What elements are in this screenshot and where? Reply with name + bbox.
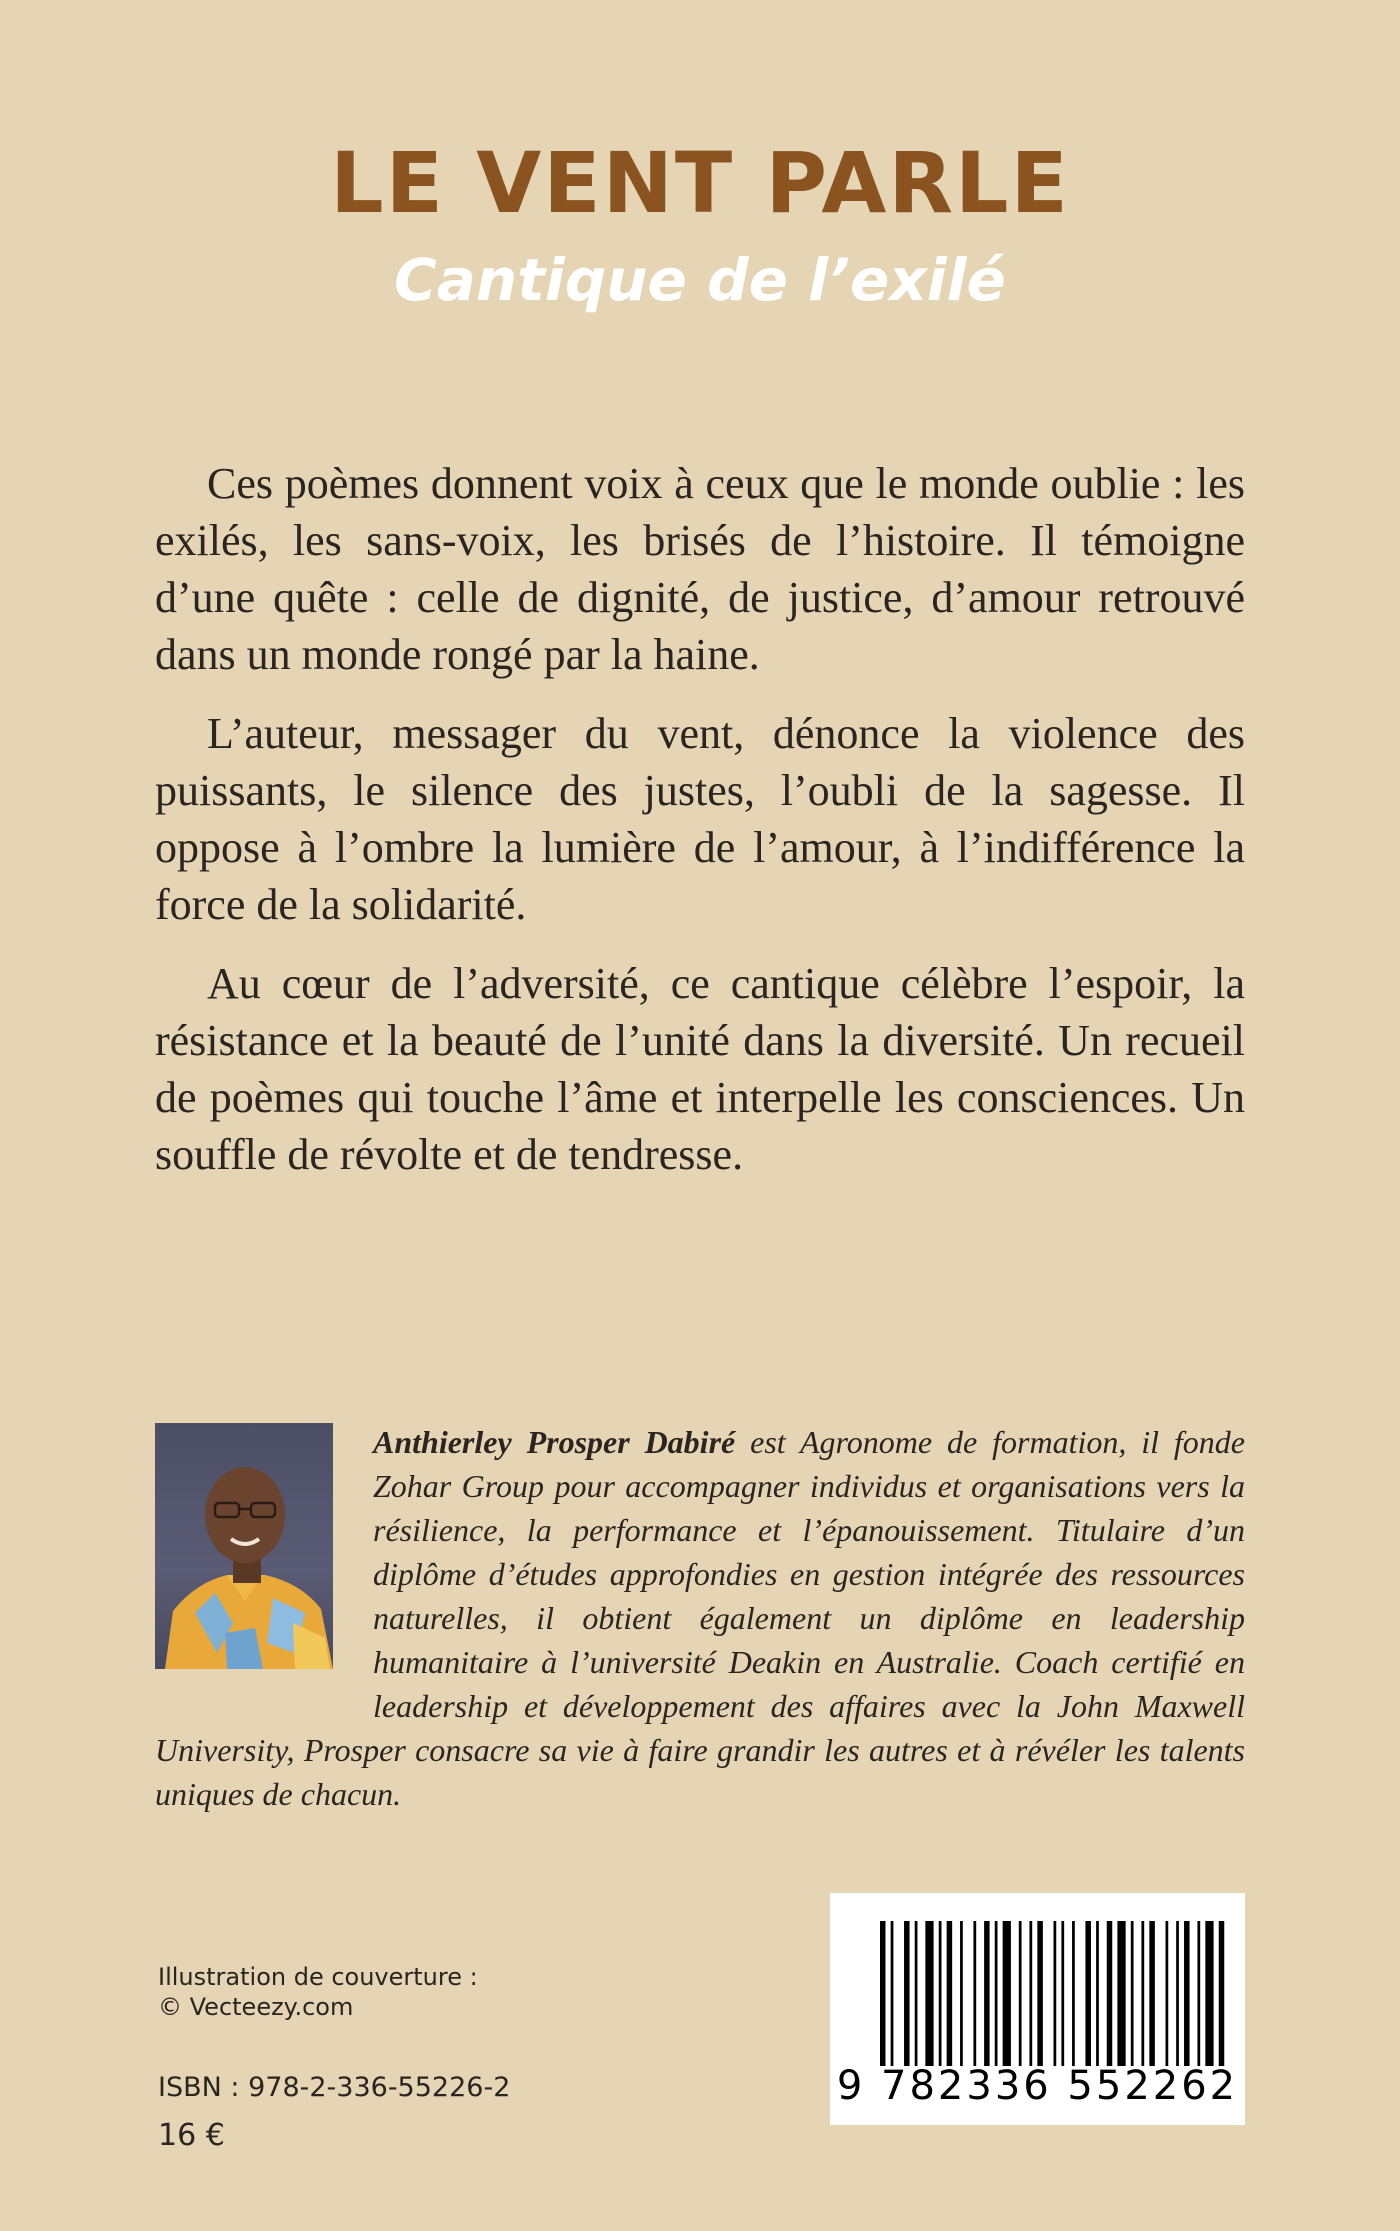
barcode-bar [880,1921,886,2066]
barcode-bar [939,1921,942,2066]
blurb-paragraph: Au cœur de l’adversité, ce cantique célèbre l’espoir, la résistance et la beauté de l’unité dans la diversité. Un recueil de poèmes qui touche l’âme et interpelle les consciences. Un souffle de révolte et de tendresse. [155,959,1245,1179]
barcode-bar [891,1921,894,2066]
barcode-bar [1096,1921,1099,2066]
author-name: Anthierley Prosper Dabiré [373,1424,736,1460]
barcode-bar [1085,1921,1091,2066]
barcode-bar [1061,1921,1064,2066]
barcode-bar [1184,1921,1190,2066]
book-title: LE VENT PARLE [330,134,1070,232]
barcode-bar [1054,1921,1057,2066]
blurb [155,455,1245,1205]
barcode-bar [1141,1921,1144,2066]
barcode-bar [1019,1921,1022,2066]
barcode-bar [1197,1921,1200,2066]
barcode-bar [1117,1921,1125,2066]
barcode-bar [1176,1921,1179,2066]
credits-source: © Vecteezy.com [158,1993,354,2021]
barcode-bar [947,1921,953,2066]
barcode-bar [1003,1921,1011,2066]
barcode-bar [1166,1921,1169,2066]
barcode-bar [925,1921,933,2066]
barcode [830,1893,1245,2125]
isbn: ISBN : 978-2-336-55226-2 [158,2072,511,2103]
blurb-paragraph: L’auteur, messager du vent, dénonce la violence des puissants, le silence des justes, l’oubli de la sagesse. Il oppose à l’ombre la lumière de l’amour, à l’indifférence la force de la solidarité. [155,709,1245,929]
barcode-bar [973,1921,976,2066]
author-photo [155,1423,333,1669]
cover-credits [158,1962,478,2022]
barcode-bar [1107,1921,1113,2066]
barcode-bar [995,1921,998,2066]
book-subtitle: Cantique de l’exilé [394,246,1006,314]
barcode-bar [1072,1921,1075,2066]
barcode-digits: 9 782336 552262 [836,2063,1239,2109]
barcode-bar [1205,1921,1213,2066]
barcode-bar [915,1921,918,2066]
barcode-bar [904,1921,910,2066]
barcode-bar [1037,1921,1043,2066]
price: 16 € [158,2118,225,2153]
barcode-bar [984,1921,990,2066]
barcode-bar [960,1921,963,2066]
author-bio-text: est Agronome de formation, il fonde Zohar Group pour accompagner individus et organisations vers la résilience, la performance et l’épanouissement. Titulaire d’un diplôme d’études approfondies en gestion intégrée des ressources naturelles, il obtient également un diplôme en leadership humanitaire à l’université Deakin en Australie. Coach certifié en leadership et développement des affaires avec la John Maxwell University, Prosper consacre sa vie à faire grandir les autres et à révéler les talents uniques de chacun. [155,1424,1246,1812]
barcode-bar [1029,1921,1032,2066]
barcode-bar [1149,1921,1155,2066]
barcode-bar [1219,1921,1225,2066]
barcode-bar [1131,1921,1134,2066]
credits-label: Illustration de couverture : [158,1963,478,1991]
blurb-paragraph: Ces poèmes donnent voix à ceux que le monde oublie : les exilés, les sans-voix, les brisés de l’histoire. Il témoigne d’une quête : celle de dignité, de justice, d’amour retrouvé dans un monde rongé par la haine. [155,459,1245,679]
